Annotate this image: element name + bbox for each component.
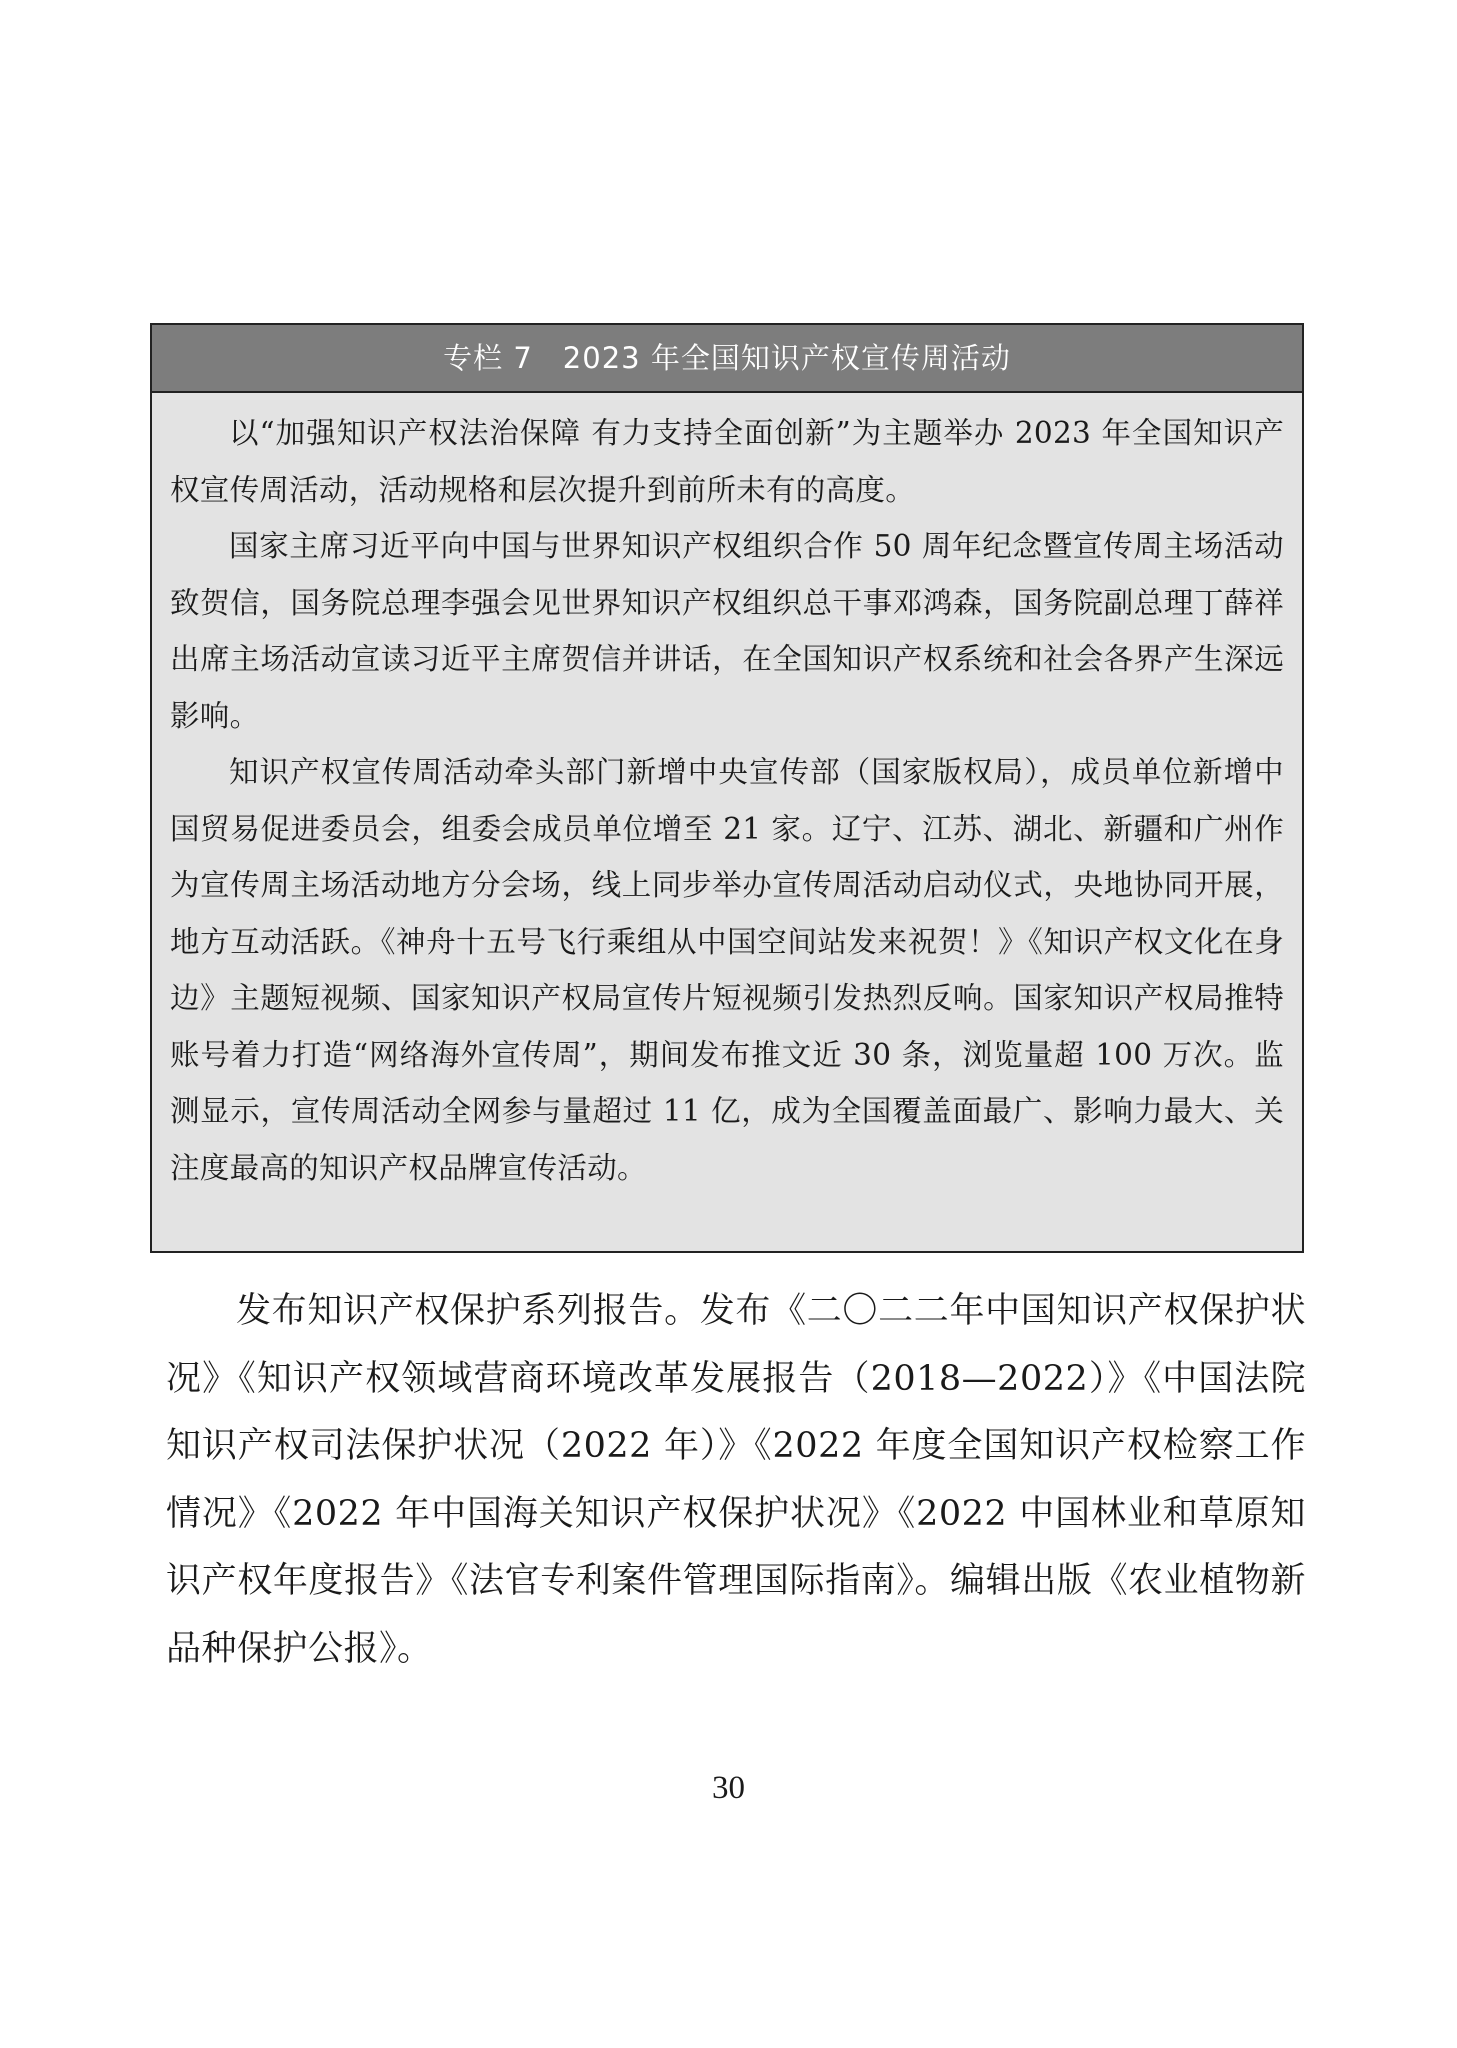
- main-content: [166, 1278, 1306, 1683]
- page-number: 30: [712, 1770, 745, 1806]
- column-paragraph-1: 以“加强知识产权法治保障 有力支持全面创新”为主题举办 2023 年全国知识产权宣传周活动，活动规格和层次提升到前所未有的高度。: [170, 416, 1284, 507]
- column-box: [150, 323, 1304, 1253]
- column-paragraph-2: 国家主席习近平向中国与世界知识产权组织合作 50 周年纪念暨宣传周主场活动致贺信，国务院总理李强会见世界知识产权组织总干事邓鸿森，国务院副总理丁薛祥出席主场活动宣读习近平主席贺信并讲话，在全国知识产权系统和社会各界产生深远影响。: [170, 529, 1284, 733]
- column-paragraph-3: 知识产权宣传周活动牵头部门新增中央宣传部（国家版权局），成员单位新增中国贸易促进委员会，组委会成员单位增至 21 家。辽宁、江苏、湖北、新疆和广州作为宣传周主场活动地方分会场，线上同步举办宣传周活动启动仪式，央地协同开展，地方互动活跃。《神舟十五号飞行乘组从中国空间站发来祝贺！》《知识产权文化在身边》主题短视频、国家知识产权局宣传片短视频引发热烈反响。国家知识产权局推特账号着力打造“网络海外宣传周”，期间发布推文近 30 条，浏览量超 100 万次。监测显示，宣传周活动全网参与量超过 11 亿，成为全国覆盖面最广、影响力最大、关注度最高的知识产权品牌宣传活动。: [170, 755, 1284, 1185]
- column-title: 专栏 7 2023 年全国知识产权宣传周活动: [152, 325, 1302, 393]
- main-paragraph: 发布知识产权保护系列报告。发布《二〇二二年中国知识产权保护状况》《知识产权领域营商环境改革发展报告（2018—2022）》《中国法院知识产权司法保护状况（2022 年）》《2022 年度全国知识产权检察工作情况》《2022 年中国海关知识产权保护状况》《2022 中国林业和草原知识产权年度报告》《法官专利案件管理国际指南》。编辑出版《农业植物新品种保护公报》。: [166, 1291, 1306, 1669]
- column-body: [152, 393, 1302, 1196]
